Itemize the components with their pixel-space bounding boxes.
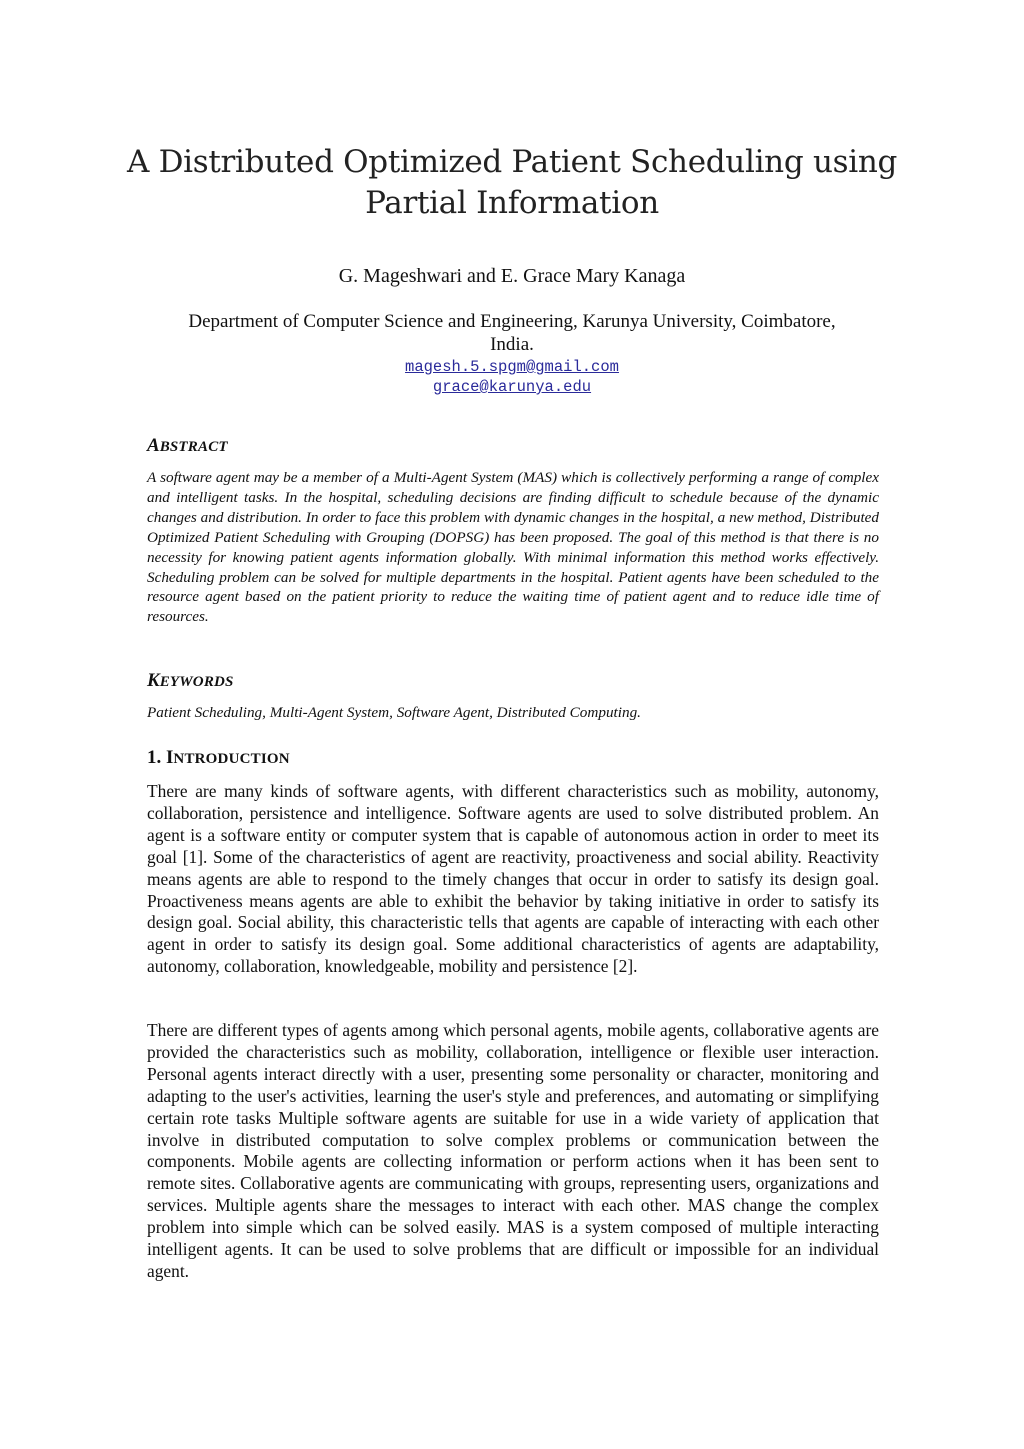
paper-title	[120, 142, 904, 224]
title-line-1: A Distributed Optimized Patient Scheduling using	[126, 144, 898, 180]
introduction-paragraph-2: There are different types of agents among which personal agents, mobile agents, collaborative agents are provided the characteristics such as mobility, collaboration, intelligence or flexible user interaction. Personal agents interact directly with a user, presenting some personality or character, monitoring and adapting to the user's activities, learning the user's style and preferences, and automating or simplifying certain rote tasks Multiple software agents are suitable for use in a wide variety of application that involve in distributed computation to solve complex problems or communication between the components. Mobile agents are collecting information or perform actions when it has been sent to remote sites. Collaborative agents are communicating with groups, representing users, organizations and services. Multiple agents share the messages to interact with each other. MAS change the complex problem into simple which can be solved easily. MAS is a system composed of multiple interacting intelligent agents. It can be used to solve problems that are difficult or impossible for an individual agent.	[147, 1020, 879, 1281]
title-line-2: Partial Information	[365, 185, 659, 221]
author-list: G. Mageshwari and E. Grace Mary Kanaga	[338, 265, 686, 287]
affiliation	[140, 310, 884, 356]
email-list	[120, 357, 904, 397]
abstract-heading-initial: A	[147, 435, 160, 456]
keywords-text: Patient Scheduling, Multi-Agent System, Software Agent, Distributed Computing.	[147, 704, 641, 721]
email-link-2[interactable]: grace@karunya.edu	[432, 378, 592, 396]
keywords-heading-initial: K	[147, 670, 160, 691]
affiliation-line-1: Department of Computer Science and Engineering, Karunya University, Coimbatore,	[188, 311, 836, 332]
introduction-paragraph-1: There are many kinds of software agents, with different characteristics such as mobility, autonomy, collaboration, persistence and intelligence. Software agents are used to solve distributed problem. An agent is a software entity or computer system that is capable of autonomous action in order to meet its goal [1]. Some of the characteristics of agent are reactivity, proactiveness and social ability. Reactivity means agents are able to respond to the timely changes that occur in order to satisfy its design goal. Proactiveness means agents are able to exhibit the behavior by taking initiative in order to satisfy its design goal. Social ability, this characteristic tells that agents are capable of interacting with each other agent in order to satisfy its design goal. Some additional characteristics of agents are adaptability, autonomy, collaboration, knowledgeable, mobility and persistence [2].	[147, 781, 879, 977]
keywords-heading	[147, 669, 887, 694]
introduction-heading-rest: NTRODUCTION	[173, 751, 290, 767]
email-link-1[interactable]: magesh.5.spgm@gmail.com	[405, 358, 619, 376]
introduction-heading	[147, 746, 887, 771]
introduction-heading-number: 1. I	[147, 747, 174, 768]
affiliation-line-2: India.	[490, 334, 534, 355]
abstract-heading-rest: BSTRACT	[159, 439, 228, 455]
keywords-heading-rest: EYWORDS	[159, 674, 234, 690]
abstract-text: A software agent may be a member of a Multi-Agent System (MAS) which is collectively performing a range of complex and intelligent tasks. In the hospital, scheduling decisions are finding difficult to schedule because of the dynamic changes and distribution. In order to face this problem with dynamic changes in the hospital, a new method, Distributed Optimized Patient Scheduling with Grouping (DOPSG) has been proposed. The goal of this method is that there is no necessity for knowing patient agents information globally. With minimal information this method works effectively. Scheduling problem can be solved for multiple departments in the hospital. Patient agents have been scheduled to the resource agent based on the patient priority to reduce the waiting time of patient agent and to reduce idle time of resources.	[147, 469, 879, 626]
abstract-heading	[147, 434, 887, 459]
